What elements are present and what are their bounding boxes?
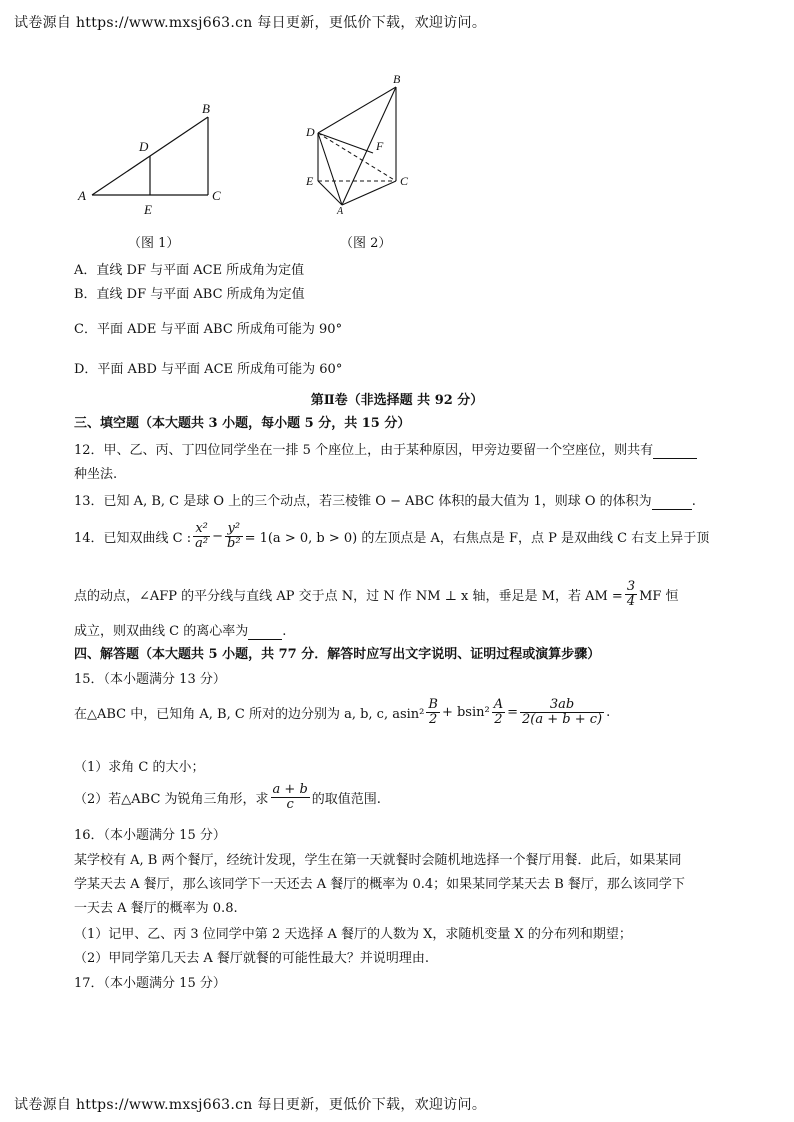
option-a: A．直线 DF 与平面 ACE 所成角为定值 xyxy=(74,263,305,278)
option-d: D．平面 ABD 与平面 ACE 所成角可能为 60° xyxy=(74,362,343,377)
page-footer: 试卷源自 https://www.mxsj663.cn 每日更新，更低价下载，欢迎访问。 xyxy=(14,1097,487,1113)
section3-title: 三、填空题（本大题共 3 小题，每小题 5 分，共 15 分） xyxy=(74,416,411,431)
section4-title: 四、解答题（本大题共 5 小题，共 77 分．解答时应写出文字说明、证明过程或演算步骤） xyxy=(74,647,601,662)
q15-frac-a2-num: A xyxy=(493,697,504,712)
q14-frac-3-4 xyxy=(625,580,637,609)
fig1-label-d: D xyxy=(139,139,149,154)
fig1-caption: （图 1） xyxy=(128,236,180,251)
q14-frac-num: 3 xyxy=(626,579,636,594)
fig2-label-d: D xyxy=(306,125,315,139)
q15-frac-rhs-num: 3ab xyxy=(520,698,604,713)
q13-answer-blank[interactable] xyxy=(652,494,692,510)
q15-part1: （1）求角 C 的大小； xyxy=(74,760,205,775)
q16-part1: （1）记甲、乙、丙 3 位同学中第 2 天选择 A 餐厅的人数为 X，求随机变量 X 的分布列和期望； xyxy=(74,927,632,942)
q14-frac-x xyxy=(193,522,210,551)
q15-stem xyxy=(74,698,610,727)
fig2-label-b: B xyxy=(393,72,401,86)
q15-frac-b2 xyxy=(426,698,440,727)
q15-stem-pre: 在△ABC 中，已知角 A, B, C 所对的边分别为 a, b, c, asin² xyxy=(74,707,425,722)
q15-part2 xyxy=(74,783,381,812)
q16-line3: 一天去 A 餐厅的概率为 0.8. xyxy=(74,901,238,916)
fig2-label-c: C xyxy=(400,174,409,188)
q14-frac-x-num: x² xyxy=(193,522,210,537)
figure-2 xyxy=(300,75,420,225)
q14-frac-x-den: a² xyxy=(195,536,209,551)
q14-frac-y-den: b² xyxy=(227,536,241,551)
option-c: C．平面 ADE 与平面 ABC 所成角可能为 90° xyxy=(74,322,343,337)
fig1-label-c: C xyxy=(212,188,221,203)
q12-answer-blank[interactable] xyxy=(653,443,697,459)
q14-frac-y-num: y² xyxy=(225,522,243,537)
q14-answer-blank[interactable] xyxy=(248,624,282,640)
q15-part2-frac-den: c xyxy=(286,797,294,812)
q12-line2: 种坐法. xyxy=(74,467,118,482)
q15-head: 15．（本小题满分 13 分） xyxy=(74,672,226,687)
q15-stem-eq: = xyxy=(507,705,519,720)
q14-line2-pre: 点的动点，∠AFP 的平分线与直线 AP 交于点 N，过 N 作 NM ⊥ x 轴，垂足是 M，若 AM = xyxy=(74,589,623,604)
q16-line1: 某学校有 A, B 两个餐厅，经统计发现，学生在第一天就餐时会随机地选择一个餐厅用餐．此后，如果某同 xyxy=(74,853,682,868)
q16-head: 16．（本小题满分 15 分） xyxy=(74,828,226,843)
q17-head: 17．（本小题满分 15 分） xyxy=(74,976,226,991)
q14-line1: 14．已知双曲线 C : $\frac{\text{x²}}{\text{a²}}$ − $\frac{\text{y²}}{\text{b²}}$ = 1(a > 0, b > 0) 的左顶点是 A，右焦点是 F，点 P 是双曲线 C 右支上异于顶 xyxy=(74,521,710,551)
q16-part2: （2）甲同学第几天去 A 餐厅就餐的可能性最大？并说明理由. xyxy=(74,951,430,966)
q13-line xyxy=(74,490,696,510)
q16-line2: 学某天去 A 餐厅，那么该同学下一天还去 A 餐厅的概率为 0.4；如果某同学某天去 B 餐厅，那么该同学下 xyxy=(74,877,685,892)
q15-part2-frac-num: a + b xyxy=(272,782,308,797)
q14-pre: 14．已知双曲线 C : xyxy=(74,531,192,546)
q15-stem-end: . xyxy=(606,705,611,720)
q15-frac-rhs-den: 2(a + b + c) xyxy=(522,712,603,727)
fig1-label-a: A xyxy=(78,188,86,203)
q14-mid: = 1(a > 0, b > 0) 的左顶点是 A，右焦点是 F，点 P 是双曲线 C 右支上异于顶 xyxy=(244,531,710,546)
page-header: 试卷源自 https://www.mxsj663.cn 每日更新，更低价下载，欢迎访问。 xyxy=(14,15,487,31)
fig2-caption: （图 2） xyxy=(340,236,392,251)
q14-line2 xyxy=(74,580,679,609)
q14-frac-den: 4 xyxy=(626,594,636,609)
q15-part2-frac xyxy=(271,783,310,812)
q12-text: 12．甲、乙、丙、丁四位同学坐在一排 5 个座位上，由于某种原因，甲旁边要留一个空座位，则共有 xyxy=(74,443,654,458)
q12-line1 xyxy=(74,439,697,459)
fig1-label-b: B xyxy=(202,101,210,116)
q13-end: . xyxy=(691,494,696,509)
q15-frac-a2 xyxy=(492,698,505,727)
q15-part2-post: 的取值范围. xyxy=(311,792,381,807)
fig2-label-a: A xyxy=(337,206,344,217)
q13-text: 13．已知 A, B, C 是球 O 上的三个动点，若三棱锥 O − ABC 体积的最大值为 1，则球 O 的体积为 xyxy=(74,494,652,509)
part2-title: 第Ⅱ卷（非选择题 共 92 分） xyxy=(310,393,484,408)
q15-frac-b2-num: B xyxy=(428,697,438,712)
q14-end: . xyxy=(282,624,287,639)
fig2-label-e: E xyxy=(306,174,314,188)
q15-frac-b2-den: 2 xyxy=(429,712,438,727)
q15-part2-pre: （2）若△ABC 为锐角三角形，求 xyxy=(74,792,269,807)
q15-stem-mid: + bsin² xyxy=(441,705,490,720)
q14-line2-post: MF 恒 xyxy=(639,589,679,604)
q14-line3 xyxy=(74,620,286,640)
q14-frac-y xyxy=(225,522,243,551)
option-b: B．直线 DF 与平面 ABC 所成角为定值 xyxy=(74,287,305,302)
q14-line3-text: 成立，则双曲线 C 的离心率为 xyxy=(74,624,249,639)
q15-frac-a2-den: 2 xyxy=(494,712,503,727)
q15-frac-rhs xyxy=(520,698,604,727)
fig2-label-f: F xyxy=(376,139,384,153)
fig1-label-e: E xyxy=(144,202,152,217)
